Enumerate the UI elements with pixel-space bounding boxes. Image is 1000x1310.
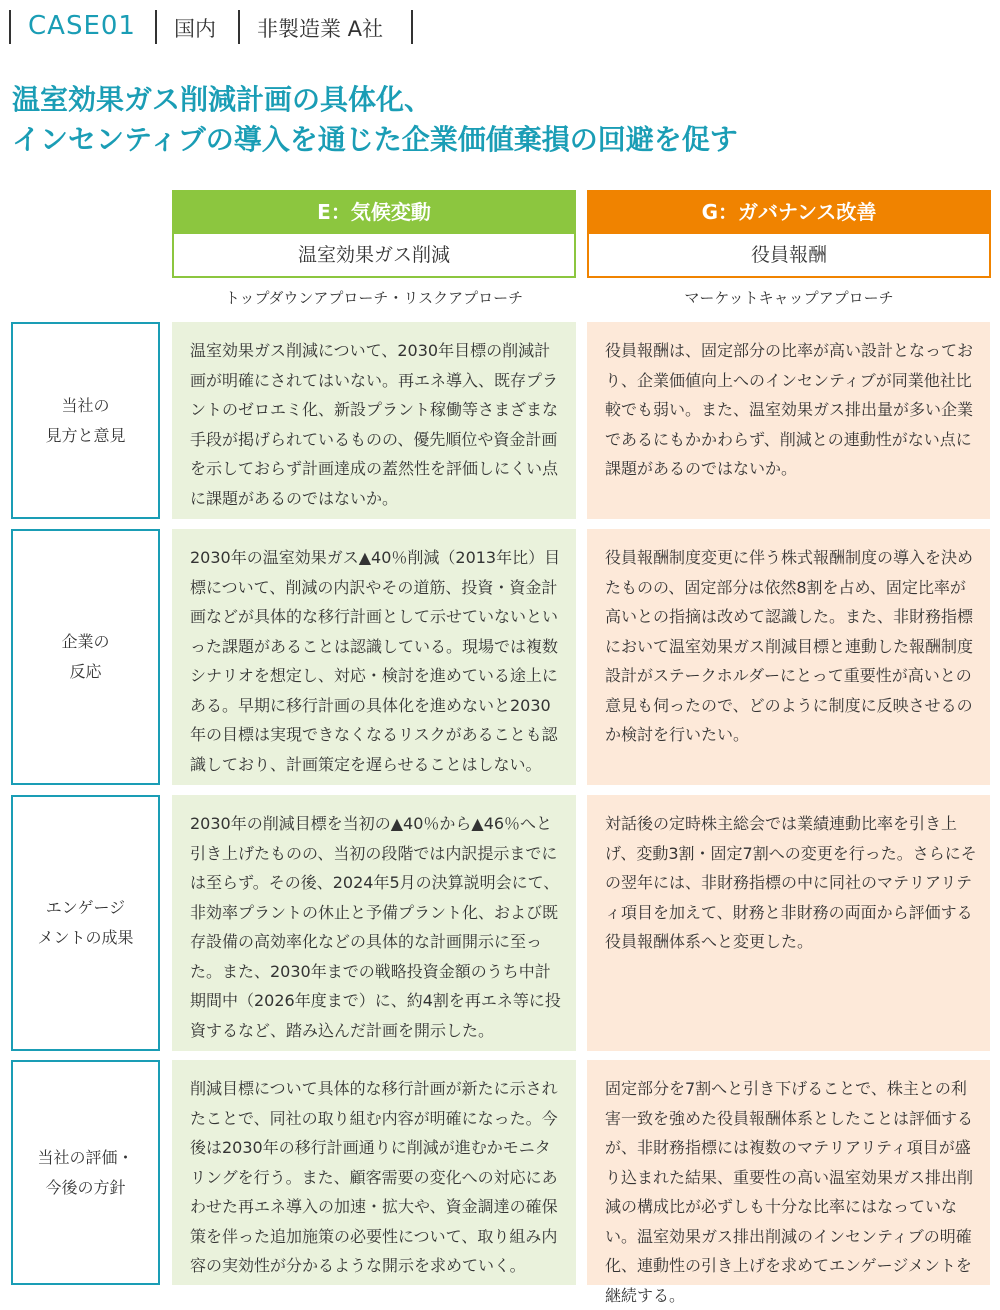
case-header: [0, 0, 1000, 46]
cell-g-response: 役員報酬制度変更に伴う株式報酬制度の導入を決めたものの、固定部分は依然8割を占め、固定比率が高いとの指摘は改めて認識した。また、非財務指標において温室効果ガス削減目標と連動した報酬制度設計がステークホルダーにとって重要性が高いとの意見も伺ったので、どのように制度に反映させるのか検討を行いたい。: [587, 529, 990, 785]
header-divider: [411, 10, 413, 44]
region-label: 国内: [174, 17, 216, 41]
header-divider: [238, 10, 240, 44]
column-approach-e: トップダウンアプローチ・リスクアプローチ: [224, 289, 524, 307]
header-divider: [9, 10, 11, 44]
title-line-1: 温室効果ガス削減計画の具体化、: [12, 83, 433, 116]
row-label-evaluation: [11, 1060, 160, 1285]
cell-g-outcome: 対話後の定時株主総会では業績連動比率を引き上げ、変動3割・固定7割への変更を行った。さらにその翌年には、非財務指標の中に同社のマテリアリティ項目を加えて、財務と非財務の両面から評価する役員報酬体系へと変更した。: [587, 795, 990, 1051]
row-label-line: 反応: [69, 662, 102, 681]
column-approach-g: マーケットキャップアプローチ: [684, 289, 894, 307]
column-heading-e: E：気候変動: [172, 190, 576, 234]
row-label-line: 今後の方針: [45, 1177, 126, 1197]
column-topic-g: 役員報酬: [587, 232, 991, 278]
cell-e-view: 温室効果ガス削減について、2030年目標の削減計画が明確にされてはいない。再エネ導入、既存プラントのゼロエミ化、新設プラント稼働等さまざまな手段が掲げられているものの、優先順位や資金計画を示しておらず計画達成の蓋然性を評価しにくい点に課題があるのではないか。: [172, 322, 576, 519]
cell-e-evaluation: 削減目標について具体的な移行計画が新たに示されたことで、同社の取り組む内容が明確になった。今後は2030年の移行計画通りに削減が進むかモニタリングを行う。また、顧客需要の変化への対応にあわせた再エネ導入の加速・拡大や、資金調達の確保策を伴った追加施策の必要性について、取り組み内容の実効性が分かるような開示を求めていく。: [172, 1060, 576, 1285]
column-heading-g: G：ガバナンス改善: [587, 190, 991, 234]
cell-g-view: 役員報酬は、固定部分の比率が高い設計となっており、企業価値向上へのインセンティブが同業他社比較でも弱い。また、温室効果ガス排出量が多い企業であるにもかかわらず、削減との連動性がない点に課題があるのではないか。: [587, 322, 990, 519]
title-line-2: インセンティブの導入を通じた企業価値棄損の回避を促す: [12, 123, 738, 156]
cell-g-evaluation: 固定部分を7割へと引き下げることで、株主との利害一致を強めた役員報酬体系としたことは評価するが、非財務指標には複数のマテリアリティ項目が盛り込まれた結果、重要性の高い温室効果ガス排出削減の構成比が必ずしも十分な比率にはなっていない。温室効果ガス排出削減のインセンティブの明確化、連動性の引き上げを求めてエンゲージメントを継続する。: [587, 1060, 990, 1285]
company-label: 非製造業 A社: [257, 17, 384, 41]
row-label-line: エンゲージ: [45, 898, 126, 917]
row-label-outcome: [11, 795, 160, 1051]
column-topic-e: 温室効果ガス削減: [172, 232, 576, 278]
row-label-line: 当社の: [61, 395, 110, 415]
row-label-line: 見方と意見: [45, 425, 126, 445]
row-label-line: 当社の評価・: [37, 1147, 134, 1167]
cell-e-outcome: 2030年の削減目標を当初の▲40％から▲46％へと引き上げたものの、当初の段階では内訳提示までには至らず。その後、2024年5月の決算説明会にて、非効率プラントの休止と予備プラント化、および既存設備の高効率化などの具体的な計画開示に至った。また、2030年までの戦略投資金額のうち中計期間中（2026年度まで）に、約4割を再エネ等に投資するなど、踏み込んだ計画を開示した。: [172, 795, 576, 1051]
row-label-line: メントの成果: [37, 928, 134, 947]
row-label-line: 企業の: [61, 632, 110, 651]
header-divider: [155, 10, 157, 44]
page-title: [12, 80, 738, 160]
cell-e-response: 2030年の温室効果ガス▲40％削減（2013年比）目標について、削減の内訳やその道筋、投資・資金計画などが具体的な移行計画として示せていないといった課題があることは認識している。現場では複数シナリオを想定し、対応・検討を進めている途上にある。早期に移行計画の具体化を進めないと2030年の目標は実現できなくなるリスクがあることも認識しており、計画策定を遅らせることはしない。: [172, 529, 576, 785]
row-label-view: [11, 322, 160, 519]
case-label: CASE01: [28, 11, 136, 41]
row-label-response: [11, 529, 160, 785]
